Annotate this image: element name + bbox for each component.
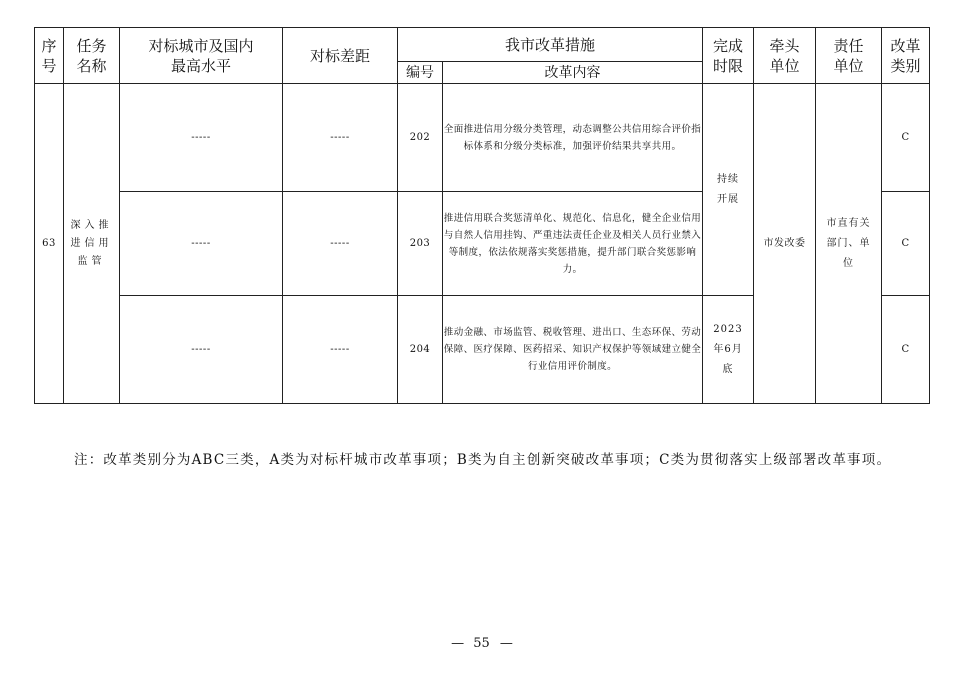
header-deadline: 完成时限 [703, 28, 754, 84]
row-content: 推进信用联合奖惩清单化、规范化、信息化，健全企业信用与自然人信用挂钩、严重违法责任企业及相关人员行业禁入等制度，依法依规落实奖惩措施，提升部门联合奖惩影响力。 [443, 192, 703, 296]
group-lead: 市发改委 [754, 84, 816, 404]
header-gap: 对标差距 [283, 28, 398, 84]
header-content: 改革内容 [443, 62, 703, 84]
row-category: C [882, 296, 930, 404]
footnote: 注：改革类别分为ABC三类，A类为对标杆城市改革事项；B类为自主创新突破改革事项；C类为贯彻落实上级部署改革事项。 [74, 451, 892, 468]
header-lead: 牵头单位 [754, 28, 816, 84]
row-num: 203 [398, 192, 443, 296]
row-gap: ----- [283, 296, 398, 404]
row-benchmark: ----- [120, 296, 283, 404]
header-measures: 我市改革措施 [398, 28, 703, 62]
header-responsible: 责任单位 [816, 28, 882, 84]
row-content: 推动金融、市场监管、税收管理、进出口、生态环保、劳动保障、医疗保障、医药招采、知识产权保护等领域建立健全行业信用评价制度。 [443, 296, 703, 404]
row-gap: ----- [283, 84, 398, 192]
group-responsible: 市直有关部门、单位 [816, 84, 882, 404]
header-row-1 [35, 28, 930, 62]
row-num: 202 [398, 84, 443, 192]
group-task: 深入推进信用监管 [64, 84, 120, 404]
page-number: 55 [473, 636, 490, 651]
row-num: 204 [398, 296, 443, 404]
footer-dash-left: — [451, 636, 464, 651]
row-category: C [882, 192, 930, 296]
row-benchmark: ----- [120, 84, 283, 192]
header-num: 编号 [398, 62, 443, 84]
group-seq: 63 [35, 84, 64, 404]
footer-dash-right: — [499, 636, 512, 651]
header-category: 改革类别 [882, 28, 930, 84]
row-content: 全面推进信用分级分类管理，动态调整公共信用综合评价指标体系和分级分类标准，加强评价结果共享共用。 [443, 84, 703, 192]
reform-table [34, 27, 930, 404]
deadline-ongoing: 持续开展 [703, 84, 754, 296]
row-gap: ----- [283, 192, 398, 296]
deadline-date: 2023年6月底 [703, 296, 754, 404]
table-row [35, 84, 930, 192]
page-footer [0, 636, 963, 651]
header-benchmark: 对标城市及国内最高水平 [120, 28, 283, 84]
row-benchmark: ----- [120, 192, 283, 296]
header-seq: 序号 [35, 28, 64, 84]
header-task: 任务名称 [64, 28, 120, 84]
row-category: C [882, 84, 930, 192]
